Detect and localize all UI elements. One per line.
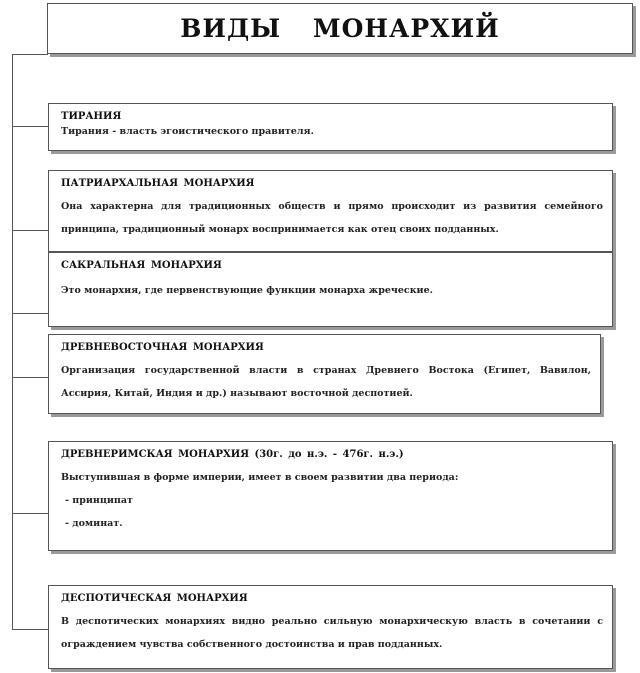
section-text: Тирания - власть эгоистического правителя. — [61, 126, 314, 137]
section-despotic — [48, 585, 613, 669]
section-tyranny — [48, 103, 613, 151]
list-item: - принципат — [65, 495, 133, 506]
section-heading: ПАТРИАРХАЛЬНАЯ МОНАРХИЯ — [61, 178, 255, 189]
connector-sacral-line — [12, 313, 48, 314]
section-heading: ДРЕВНЕРИМСКАЯ МОНАРХИЯ (30г. до н.э. - 476г. н.э.) — [61, 449, 404, 460]
section-patriarchal — [48, 170, 613, 252]
section-text: Организация государственной власти в странах Древнего Востока (Египет, Вавилон, Ассирия, Китай, Индия и др.) называют восточной деспотией. — [61, 365, 591, 399]
connector-patriarchal-line — [12, 230, 48, 231]
section-heading: ТИРАНИЯ — [61, 111, 122, 122]
connector-eastern-line — [12, 377, 48, 378]
diagram-title-box — [47, 3, 633, 54]
connector-tyranny-line — [12, 126, 48, 127]
connector-despotic-line — [12, 629, 48, 630]
connector-roman-line — [12, 513, 48, 514]
section-text: В деспотических монархиях видно реально сильную монархическую власть в сочетании с ограждением чувства собственного достоинства и прав подданных. — [61, 616, 603, 650]
section-ancient-eastern — [48, 334, 601, 414]
connector-top-line — [12, 54, 48, 55]
section-heading: САКРАЛЬНАЯ МОНАРХИЯ — [61, 260, 222, 271]
section-text: Это монархия, где первенствующие функции монарха жреческие. — [61, 285, 433, 296]
section-heading: ДРЕВНЕВОСТОЧНАЯ МОНАРХИЯ — [61, 342, 264, 353]
section-ancient-roman — [48, 441, 613, 551]
section-text: Выступившая в форме империи, имеет в своем развитии два периода: — [61, 472, 459, 483]
list-item: - доминат. — [65, 518, 123, 529]
connector-vertical-line — [12, 54, 13, 630]
diagram-title: ВИДЫ МОНАРХИЙ — [180, 14, 500, 43]
section-sacral — [48, 252, 613, 327]
section-heading: ДЕСПОТИЧЕСКАЯ МОНАРХИЯ — [61, 593, 248, 604]
section-text: Она характерна для традиционных обществ и прямо происходит из развития семейного принципа, традиционный монарх воспринимается как отец своих подданных. — [61, 201, 603, 235]
